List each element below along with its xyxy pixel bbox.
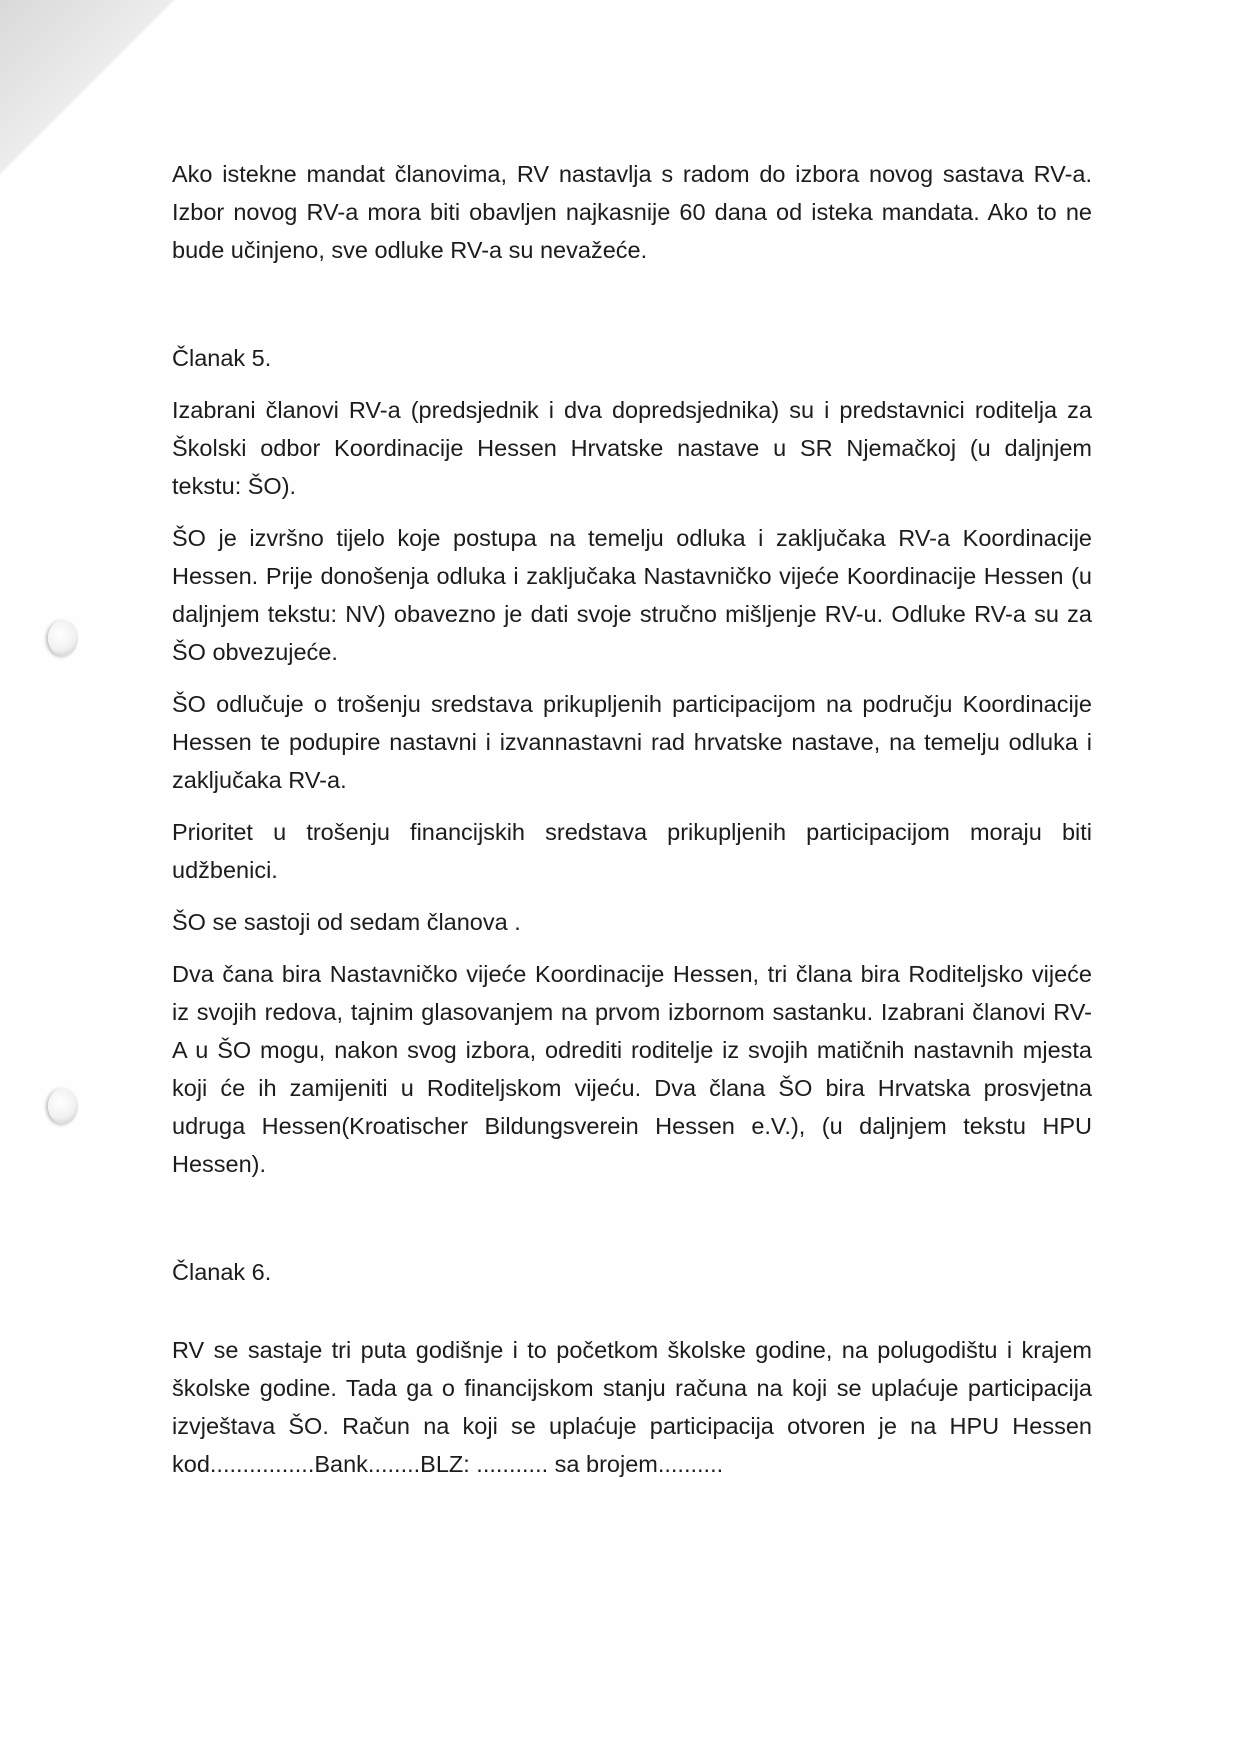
punch-hole bbox=[48, 1088, 78, 1124]
article-6-paragraph: RV se sastaje tri puta godišnje i to početkom školske godine, na polugodištu i krajem školske godine. Tada ga o financijskom stanju računa na koji se uplaćuje participacija izvještava ŠO. Račun na koji se uplaćuje participacija otvoren je na HPU Hessen kod................Bank........BLZ: ........... sa brojem.......... bbox=[172, 1337, 1092, 1477]
article-5-paragraph: ŠO odlučuje o trošenju sredstava prikupljenih participacijom na području Koordinacije Hessen te podupire nastavni i izvannastavni rad hrvatske nastave, na temelju odluka i zaključaka RV-a. bbox=[172, 691, 1092, 793]
article-5-paragraph: Izabrani članovi RV-a (predsjednik i dva dopredsjednika) su i predstavnici roditelja za Školski odbor Koordinacije Hessen Hrvatske nastave u SR Njemačkoj (u daljnjem tekstu: ŠO). bbox=[172, 397, 1092, 499]
article-5-paragraph: ŠO se sastoji od sedam članova . bbox=[172, 909, 521, 935]
article-5-paragraph: Dva čana bira Nastavničko vijeće Koordinacije Hessen, tri člana bira Roditeljsko vijeće iz svojih redova, tajnim glasovanjem na prvom izbornom sastanku. Izabrani članovi RV-A u ŠO mogu, nakon svog izbora, odrediti roditelje iz svojih matičnih nastavnih mjesta koji će ih zamijeniti u Roditeljskom vijeću. Dva člana ŠO bira Hrvatska prosvjetna udruga Hessen(Kroatischer Bildungsverein Hessen e.V.), (u daljnjem tekstu HPU Hessen). bbox=[172, 961, 1092, 1177]
article-5-heading: Članak 5. bbox=[172, 345, 272, 371]
folded-page-corner bbox=[0, 0, 190, 300]
paragraph-mandate: Ako istekne mandat članovima, RV nastavlja s radom do izbora novog sastava RV-a. Izbor novog RV-a mora biti obavljen najkasnije 60 dana od isteka mandata. Ako to ne bude učinjeno, sve odluke RV-a su nevažeće. bbox=[172, 161, 1092, 263]
article-5-paragraph: ŠO je izvršno tijelo koje postupa na temelju odluka i zaključaka RV-a Koordinacije Hessen. Prije donošenja odluka i zaključaka Nastavničko vijeće Koordinacije Hessen (u daljnjem tekstu: NV) obavezno je dati svoje stručno mišljenje RV-u. Odluke RV-a su za ŠO obvezujeće. bbox=[172, 525, 1092, 665]
article-6-heading: Članak 6. bbox=[172, 1259, 272, 1285]
article-5-paragraph: Prioritet u trošenju financijskih sredstava prikupljenih participacijom moraju biti udžbenici. bbox=[172, 819, 1092, 883]
document-body bbox=[172, 155, 1092, 1483]
punch-hole bbox=[48, 620, 78, 656]
